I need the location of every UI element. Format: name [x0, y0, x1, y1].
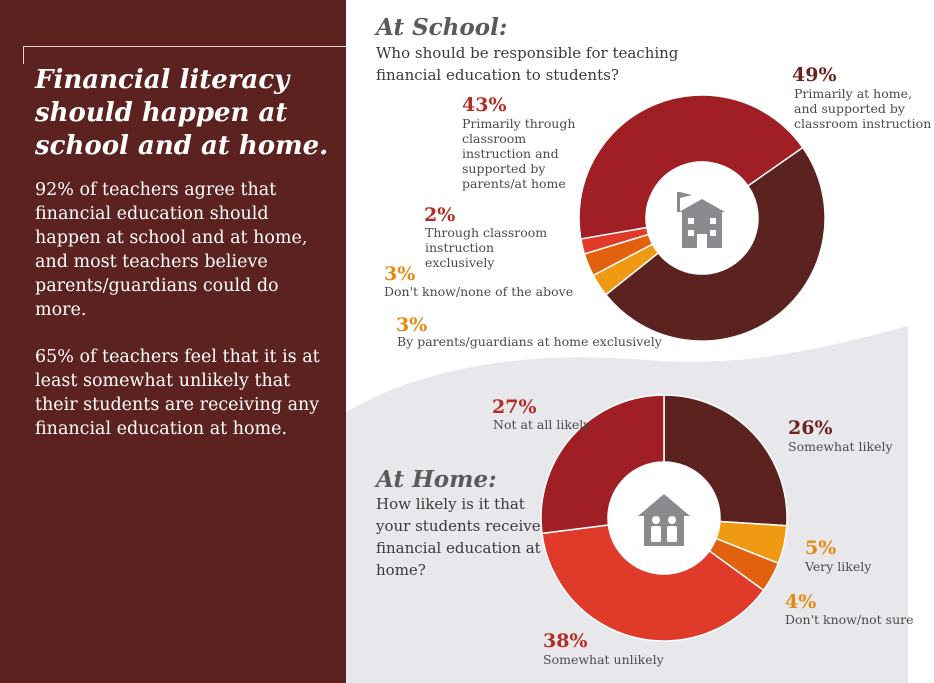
paragraph-1: 92% of teachers agree that financial education should happen at school and at home, and most teachers believe parents/guardians could do more. [35, 180, 308, 320]
paragraph-2: 65% of teachers feel that it is at least somewhat unlikely that their students are receiving any financial education at home. [35, 347, 320, 439]
school-pct-3b: 3% [396, 314, 428, 336]
school-label-3b: By parents/guardians at home exclusively [397, 334, 662, 349]
school-pct-3a: 3% [384, 263, 416, 285]
home-pct-5: 5% [805, 537, 837, 559]
divider-line [23, 46, 346, 47]
home-label-27: Not at all likely [493, 417, 591, 432]
home-pct-4: 4% [785, 591, 817, 613]
home-label-26: Somewhat likely [788, 439, 893, 454]
home-pct-26: 26% [788, 417, 833, 439]
school-label-2: Through classroom instruction exclusively [425, 225, 548, 270]
home-pct-27: 27% [492, 396, 537, 418]
chart-area [346, 0, 932, 683]
divider-line [23, 46, 24, 64]
home-question: How likely is it that your students receive financial education at home? [376, 495, 541, 579]
school-pct-43: 43% [462, 94, 507, 116]
headline: Financial literacy should happen at school and at home. [35, 65, 329, 161]
home-label-4: Don't know/not sure [785, 612, 914, 627]
home-label-38: Somewhat unlikely [543, 652, 664, 667]
school-title: At School: [376, 14, 508, 41]
school-label-49: Primarily at home, and supported by classroom instruction [794, 86, 932, 131]
home-title: At Home: [376, 466, 497, 493]
home-label-5: Very likely [805, 559, 872, 574]
home-pct-38: 38% [543, 630, 588, 652]
school-label-3a: Don't know/none of the above [384, 284, 574, 299]
school-pct-2: 2% [424, 204, 456, 226]
school-label-43: Primarily through classroom instruction and supported by parents/at home [462, 116, 576, 191]
school-pct-49: 49% [792, 64, 837, 86]
left-panel [0, 0, 346, 683]
school-question: Who should be responsible for teaching financial education to students? [376, 44, 679, 84]
